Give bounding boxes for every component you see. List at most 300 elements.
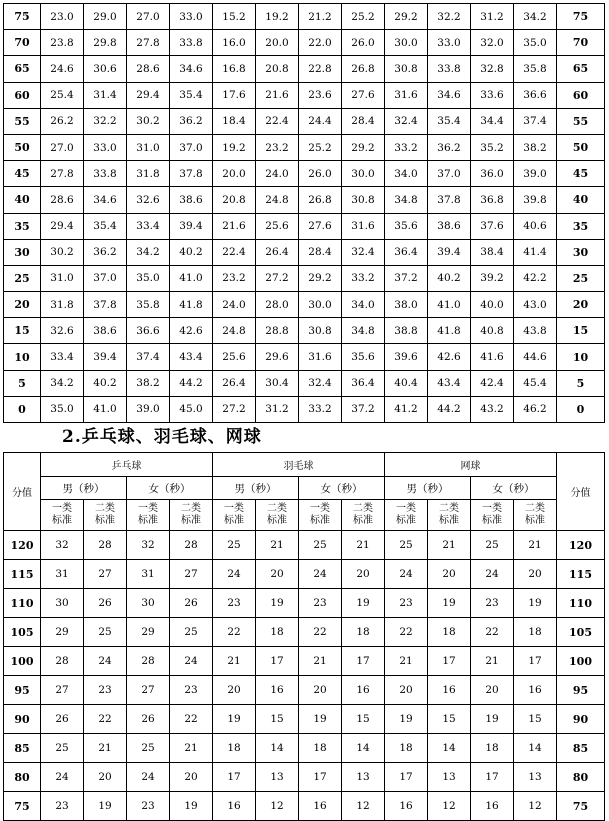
level-header: 一类 标准 — [385, 500, 428, 531]
value-cell: 42.2 — [514, 265, 557, 291]
level-header-row — [4, 500, 605, 531]
value-cell: 30.4 — [256, 370, 299, 396]
value-cell: 19 — [299, 705, 342, 734]
value-cell: 33.2 — [385, 134, 428, 160]
value-cell: 21 — [256, 531, 299, 560]
value-cell: 41.6 — [471, 344, 514, 370]
value-cell: 18 — [299, 734, 342, 763]
value-cell: 17 — [342, 647, 385, 676]
value-cell: 39.6 — [385, 344, 428, 370]
score-cell-left: 110 — [4, 589, 41, 618]
value-cell: 19 — [84, 792, 127, 821]
value-cell: 17.6 — [213, 82, 256, 108]
value-cell: 26 — [127, 705, 170, 734]
value-cell: 25 — [213, 531, 256, 560]
value-cell: 19 — [170, 792, 213, 821]
value-cell: 20 — [299, 676, 342, 705]
value-cell: 17 — [213, 763, 256, 792]
value-cell: 21 — [342, 531, 385, 560]
table-row — [4, 676, 605, 705]
value-cell: 18.4 — [213, 108, 256, 134]
value-cell: 27.8 — [41, 161, 84, 187]
value-cell: 36.2 — [428, 134, 471, 160]
score-cell-left: 35 — [4, 213, 41, 239]
value-cell: 27 — [170, 560, 213, 589]
value-cell: 30.2 — [41, 239, 84, 265]
level-header: 二类 标准 — [342, 500, 385, 531]
score-cell-left: 100 — [4, 647, 41, 676]
value-cell: 24.8 — [256, 187, 299, 213]
value-cell: 26 — [170, 589, 213, 618]
value-cell: 15 — [428, 705, 471, 734]
value-cell: 15 — [514, 705, 557, 734]
value-cell: 35.0 — [127, 265, 170, 291]
score-cell-right: 5 — [557, 370, 605, 396]
score-cell-right: 120 — [557, 531, 605, 560]
value-cell: 30.2 — [127, 108, 170, 134]
value-cell: 40.8 — [471, 318, 514, 344]
value-cell: 24 — [41, 763, 84, 792]
value-cell: 20 — [514, 560, 557, 589]
value-cell: 27.6 — [342, 82, 385, 108]
value-cell: 37.0 — [84, 265, 127, 291]
value-cell: 16 — [514, 676, 557, 705]
value-cell: 35.8 — [127, 292, 170, 318]
value-cell: 18 — [471, 734, 514, 763]
score-cell-right: 115 — [557, 560, 605, 589]
value-cell: 38.0 — [385, 292, 428, 318]
value-cell: 31.6 — [342, 213, 385, 239]
level-header: 二类 标准 — [84, 500, 127, 531]
value-cell: 21 — [385, 647, 428, 676]
value-cell: 31.8 — [41, 292, 84, 318]
top-score-table-body — [4, 4, 605, 423]
value-cell: 21 — [170, 734, 213, 763]
value-cell: 21.6 — [256, 82, 299, 108]
level-header: 二类 标准 — [514, 500, 557, 531]
score-cell-right: 30 — [557, 239, 605, 265]
value-cell: 24 — [385, 560, 428, 589]
value-cell: 18 — [342, 618, 385, 647]
value-cell: 17 — [514, 647, 557, 676]
value-cell: 21 — [84, 734, 127, 763]
value-cell: 21.6 — [213, 213, 256, 239]
value-cell: 41.8 — [428, 318, 471, 344]
value-cell: 37.4 — [127, 344, 170, 370]
score-cell-right: 70 — [557, 30, 605, 56]
value-cell: 33.8 — [170, 30, 213, 56]
value-cell: 25.6 — [213, 344, 256, 370]
value-cell: 17 — [471, 763, 514, 792]
value-cell: 38.2 — [514, 134, 557, 160]
value-cell: 33.0 — [84, 134, 127, 160]
value-cell: 39.0 — [514, 161, 557, 187]
score-cell-right: 110 — [557, 589, 605, 618]
value-cell: 24.0 — [256, 161, 299, 187]
value-cell: 32.8 — [471, 56, 514, 82]
value-cell: 37.0 — [170, 134, 213, 160]
value-cell: 33.0 — [170, 4, 213, 30]
value-cell: 34.2 — [514, 4, 557, 30]
value-cell: 38.6 — [84, 318, 127, 344]
value-cell: 36.8 — [471, 187, 514, 213]
level-header: 二类 标准 — [170, 500, 213, 531]
value-cell: 20.0 — [256, 30, 299, 56]
value-cell: 43.2 — [471, 396, 514, 422]
value-cell: 33.8 — [84, 161, 127, 187]
value-cell: 36.0 — [471, 161, 514, 187]
value-cell: 37.0 — [428, 161, 471, 187]
score-cell-left: 25 — [4, 265, 41, 291]
value-cell: 31.6 — [299, 344, 342, 370]
value-cell: 27 — [84, 560, 127, 589]
value-cell: 27.2 — [256, 265, 299, 291]
value-cell: 41.4 — [514, 239, 557, 265]
value-cell: 31 — [127, 560, 170, 589]
score-cell-right: 60 — [557, 82, 605, 108]
gender-header: 女（秒） — [127, 477, 213, 500]
score-cell-left: 50 — [4, 134, 41, 160]
score-cell-left: 15 — [4, 318, 41, 344]
score-cell-left: 55 — [4, 108, 41, 134]
value-cell: 29.2 — [385, 4, 428, 30]
value-cell: 31.0 — [127, 134, 170, 160]
score-cell-left: 5 — [4, 370, 41, 396]
value-cell: 27.0 — [41, 134, 84, 160]
gender-header: 男（秒） — [41, 477, 127, 500]
value-cell: 17 — [256, 647, 299, 676]
value-cell: 12 — [256, 792, 299, 821]
score-cell-left: 0 — [4, 396, 41, 422]
value-cell: 37.2 — [342, 396, 385, 422]
score-cell-right: 85 — [557, 734, 605, 763]
racket-sports-table-body — [4, 453, 605, 821]
value-cell: 33.4 — [127, 213, 170, 239]
value-cell: 32.6 — [41, 318, 84, 344]
score-cell-left: 45 — [4, 161, 41, 187]
score-cell-left: 75 — [4, 792, 41, 821]
value-cell: 41.0 — [84, 396, 127, 422]
value-cell: 24.8 — [213, 318, 256, 344]
value-cell: 20 — [84, 763, 127, 792]
value-cell: 34.0 — [342, 292, 385, 318]
value-cell: 35.4 — [170, 82, 213, 108]
value-cell: 13 — [514, 763, 557, 792]
table-row — [4, 705, 605, 734]
value-cell: 42.6 — [428, 344, 471, 370]
table-row — [4, 56, 605, 82]
value-cell: 18 — [213, 734, 256, 763]
value-cell: 22.4 — [213, 239, 256, 265]
gender-header: 女（秒） — [299, 477, 385, 500]
value-cell: 40.2 — [170, 239, 213, 265]
value-cell: 28.6 — [41, 187, 84, 213]
value-cell: 40.2 — [84, 370, 127, 396]
value-cell: 16 — [428, 676, 471, 705]
value-cell: 18 — [514, 618, 557, 647]
value-cell: 23 — [84, 676, 127, 705]
value-cell: 39.8 — [514, 187, 557, 213]
value-cell: 26.2 — [41, 108, 84, 134]
value-cell: 21 — [213, 647, 256, 676]
value-cell: 41.2 — [385, 396, 428, 422]
gender-header: 男（秒） — [385, 477, 471, 500]
score-cell-right: 50 — [557, 134, 605, 160]
value-cell: 13 — [428, 763, 471, 792]
value-cell: 41.8 — [170, 292, 213, 318]
value-cell: 28.8 — [256, 318, 299, 344]
value-cell: 22.8 — [299, 56, 342, 82]
value-cell: 18 — [385, 734, 428, 763]
value-cell: 36.6 — [127, 318, 170, 344]
value-cell: 16 — [342, 676, 385, 705]
value-cell: 24 — [127, 763, 170, 792]
value-cell: 25 — [127, 734, 170, 763]
value-cell: 21 — [514, 531, 557, 560]
value-cell: 30.0 — [299, 292, 342, 318]
score-header-right: 分值 — [557, 453, 605, 531]
value-cell: 35.8 — [514, 56, 557, 82]
value-cell: 20.8 — [213, 187, 256, 213]
value-cell: 19.2 — [256, 4, 299, 30]
score-cell-right: 20 — [557, 292, 605, 318]
value-cell: 34.0 — [385, 161, 428, 187]
value-cell: 15 — [256, 705, 299, 734]
value-cell: 34.6 — [170, 56, 213, 82]
value-cell: 25 — [299, 531, 342, 560]
value-cell: 27.6 — [299, 213, 342, 239]
value-cell: 38.2 — [127, 370, 170, 396]
value-cell: 26.4 — [213, 370, 256, 396]
value-cell: 43.8 — [514, 318, 557, 344]
value-cell: 20 — [170, 763, 213, 792]
value-cell: 35.2 — [471, 134, 514, 160]
value-cell: 23 — [385, 589, 428, 618]
value-cell: 16 — [385, 792, 428, 821]
value-cell: 26.8 — [342, 56, 385, 82]
value-cell: 44.2 — [428, 396, 471, 422]
value-cell: 19 — [514, 589, 557, 618]
score-cell-right: 45 — [557, 161, 605, 187]
value-cell: 24 — [213, 560, 256, 589]
value-cell: 40.2 — [428, 265, 471, 291]
value-cell: 29.4 — [41, 213, 84, 239]
value-cell: 25.4 — [41, 82, 84, 108]
value-cell: 29.8 — [84, 30, 127, 56]
table-row — [4, 560, 605, 589]
value-cell: 18 — [256, 618, 299, 647]
value-cell: 38.6 — [428, 213, 471, 239]
score-cell-right: 90 — [557, 705, 605, 734]
value-cell: 20 — [471, 676, 514, 705]
value-cell: 24.0 — [213, 292, 256, 318]
value-cell: 24.4 — [299, 108, 342, 134]
table-row — [4, 531, 605, 560]
value-cell: 34.8 — [342, 318, 385, 344]
value-cell: 27.2 — [213, 396, 256, 422]
value-cell: 35.4 — [428, 108, 471, 134]
table-row — [4, 30, 605, 56]
value-cell: 25 — [41, 734, 84, 763]
score-cell-right: 65 — [557, 56, 605, 82]
score-cell-left: 70 — [4, 30, 41, 56]
value-cell: 32.6 — [127, 187, 170, 213]
score-cell-right: 105 — [557, 618, 605, 647]
value-cell: 12 — [428, 792, 471, 821]
value-cell: 16 — [213, 792, 256, 821]
value-cell: 33.2 — [299, 396, 342, 422]
table-row — [4, 763, 605, 792]
score-cell-right: 15 — [557, 318, 605, 344]
value-cell: 23.6 — [299, 82, 342, 108]
value-cell: 23.0 — [41, 4, 84, 30]
score-cell-right: 55 — [557, 108, 605, 134]
value-cell: 28 — [84, 531, 127, 560]
table-row — [4, 4, 605, 30]
value-cell: 19 — [256, 589, 299, 618]
value-cell: 17 — [299, 763, 342, 792]
value-cell: 31.8 — [127, 161, 170, 187]
value-cell: 31.0 — [41, 265, 84, 291]
value-cell: 20 — [213, 676, 256, 705]
value-cell: 27.0 — [127, 4, 170, 30]
value-cell: 23 — [213, 589, 256, 618]
value-cell: 22 — [299, 618, 342, 647]
value-cell: 20 — [256, 560, 299, 589]
value-cell: 32.4 — [299, 370, 342, 396]
value-cell: 39.4 — [428, 239, 471, 265]
value-cell: 37.8 — [428, 187, 471, 213]
value-cell: 30.8 — [385, 56, 428, 82]
table-row — [4, 792, 605, 821]
value-cell: 22 — [84, 705, 127, 734]
value-cell: 19.2 — [213, 134, 256, 160]
score-cell-right: 100 — [557, 647, 605, 676]
top-score-table — [3, 3, 605, 423]
value-cell: 32.2 — [84, 108, 127, 134]
value-cell: 27 — [41, 676, 84, 705]
value-cell: 24 — [471, 560, 514, 589]
table-row — [4, 396, 605, 422]
value-cell: 15.2 — [213, 4, 256, 30]
score-cell-left: 80 — [4, 763, 41, 792]
value-cell: 19 — [342, 589, 385, 618]
level-header: 二类 标准 — [428, 500, 471, 531]
value-cell: 22.4 — [256, 108, 299, 134]
value-cell: 44.2 — [170, 370, 213, 396]
table-row — [4, 161, 605, 187]
value-cell: 19 — [471, 705, 514, 734]
value-cell: 22.0 — [299, 30, 342, 56]
value-cell: 36.2 — [170, 108, 213, 134]
value-cell: 25 — [84, 618, 127, 647]
sport-header-row — [4, 453, 605, 477]
value-cell: 18 — [428, 618, 471, 647]
value-cell: 34.2 — [127, 239, 170, 265]
value-cell: 16.8 — [213, 56, 256, 82]
value-cell: 40.0 — [471, 292, 514, 318]
value-cell: 14 — [428, 734, 471, 763]
value-cell: 16 — [299, 792, 342, 821]
value-cell: 14 — [514, 734, 557, 763]
level-header: 二类 标准 — [256, 500, 299, 531]
value-cell: 19 — [428, 589, 471, 618]
score-cell-right: 10 — [557, 344, 605, 370]
value-cell: 14 — [256, 734, 299, 763]
value-cell: 32.2 — [428, 4, 471, 30]
value-cell: 28.0 — [256, 292, 299, 318]
value-cell: 43.0 — [514, 292, 557, 318]
score-cell-left: 60 — [4, 82, 41, 108]
score-cell-right: 75 — [557, 792, 605, 821]
level-header: 一类 标准 — [41, 500, 84, 531]
value-cell: 32 — [127, 531, 170, 560]
gender-header: 男（秒） — [213, 477, 299, 500]
value-cell: 13 — [256, 763, 299, 792]
score-cell-right: 75 — [557, 4, 605, 30]
score-cell-right: 95 — [557, 676, 605, 705]
gender-header-row — [4, 477, 605, 500]
value-cell: 44.6 — [514, 344, 557, 370]
level-header: 一类 标准 — [471, 500, 514, 531]
value-cell: 33.2 — [342, 265, 385, 291]
value-cell: 25 — [170, 618, 213, 647]
value-cell: 30.8 — [342, 187, 385, 213]
value-cell: 26 — [84, 589, 127, 618]
value-cell: 29.0 — [84, 4, 127, 30]
value-cell: 28 — [170, 531, 213, 560]
value-cell: 35.4 — [84, 213, 127, 239]
value-cell: 28 — [41, 647, 84, 676]
value-cell: 21 — [471, 647, 514, 676]
value-cell: 35.6 — [342, 344, 385, 370]
table-row — [4, 589, 605, 618]
table-row — [4, 292, 605, 318]
value-cell: 32.4 — [385, 108, 428, 134]
value-cell: 28.4 — [299, 239, 342, 265]
value-cell: 35.0 — [514, 30, 557, 56]
value-cell: 26.8 — [299, 187, 342, 213]
value-cell: 33.4 — [41, 344, 84, 370]
table-row — [4, 108, 605, 134]
value-cell: 20 — [385, 676, 428, 705]
value-cell: 24.6 — [41, 56, 84, 82]
score-header-left: 分值 — [4, 453, 41, 531]
value-cell: 23.2 — [256, 134, 299, 160]
value-cell: 45.4 — [514, 370, 557, 396]
value-cell: 25.2 — [342, 4, 385, 30]
value-cell: 29.6 — [256, 344, 299, 370]
value-cell: 24 — [170, 647, 213, 676]
value-cell: 29 — [127, 618, 170, 647]
value-cell: 32 — [41, 531, 84, 560]
table-row — [4, 187, 605, 213]
value-cell: 42.4 — [471, 370, 514, 396]
value-cell: 32.4 — [342, 239, 385, 265]
value-cell: 35.6 — [385, 213, 428, 239]
score-cell-right: 80 — [557, 763, 605, 792]
score-cell-left: 40 — [4, 187, 41, 213]
score-cell-right: 0 — [557, 396, 605, 422]
value-cell: 24 — [84, 647, 127, 676]
value-cell: 21 — [299, 647, 342, 676]
level-header: 一类 标准 — [213, 500, 256, 531]
value-cell: 16.0 — [213, 30, 256, 56]
table-row — [4, 344, 605, 370]
value-cell: 20.0 — [213, 161, 256, 187]
value-cell: 23 — [299, 589, 342, 618]
level-header: 一类 标准 — [299, 500, 342, 531]
